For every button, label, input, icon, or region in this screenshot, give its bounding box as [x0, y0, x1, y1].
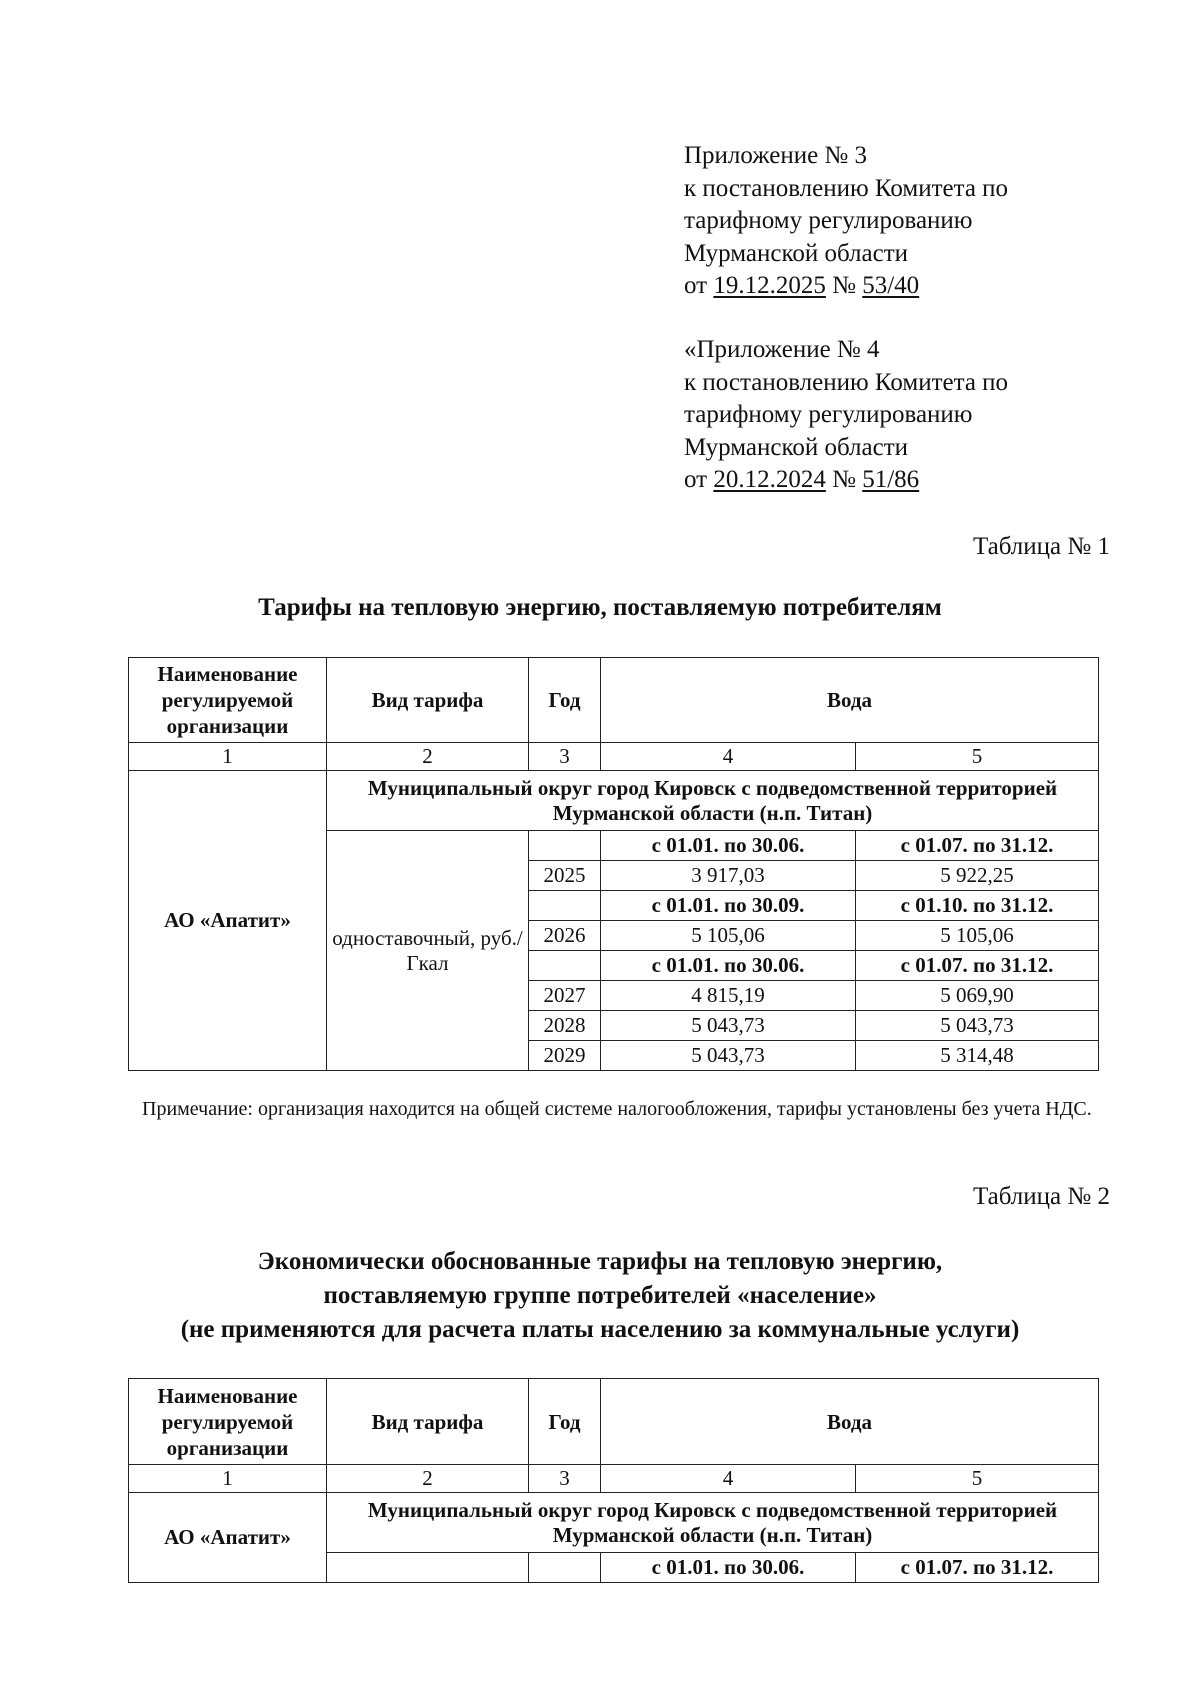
table2-territory: Муниципальный округ город Кировск с подведомственной территорией Мурманской области (н.п. Титан) — [327, 1493, 1099, 1553]
table1-header-tariff-type: Вид тарифа — [327, 658, 529, 743]
table2-colnum-5: 5 — [856, 1465, 1099, 1493]
table1-territory: Муниципальный округ город Кировск с подведомственной территорией Мурманской области (н.п. Титан) — [327, 771, 1099, 831]
appendix-old-number: 51/86 — [862, 466, 920, 493]
appendix-new-block — [684, 140, 1008, 303]
table1-row-col5: 5 105,06 — [856, 921, 1099, 951]
table1-row-year — [529, 891, 601, 921]
table1-colnum-1: 1 — [129, 743, 327, 771]
appendix-old-date-line — [684, 464, 1008, 497]
table2-period-year — [529, 1553, 601, 1583]
table1-row-col4: с 01.01. по 30.06. — [601, 831, 856, 861]
table1-row-col5: 5 043,73 — [856, 1011, 1099, 1041]
table2-colnum-2: 2 — [327, 1465, 529, 1493]
table1-colnum-3: 3 — [529, 743, 601, 771]
table1-row-year: 2026 — [529, 921, 601, 951]
table2-header-org: Наименование регулируемой организации — [129, 1379, 327, 1465]
table1-row-col5: 5 069,90 — [856, 981, 1099, 1011]
table1-row-col4: с 01.01. по 30.09. — [601, 891, 856, 921]
table2-number-label: Таблица № 2 — [972, 1183, 1110, 1210]
appendix-new-from: от — [684, 272, 708, 299]
table2 — [128, 1378, 1099, 1583]
appendix-old-date: 20.12.2024 — [713, 466, 826, 493]
table2-header-year: Год — [529, 1379, 601, 1465]
table1 — [128, 657, 1099, 1071]
table1-row-year: 2025 — [529, 861, 601, 891]
table1-row-col5: с 01.07. по 31.12. — [856, 831, 1099, 861]
appendix-new-date: 19.12.2025 — [713, 272, 826, 299]
appendix-new-line2: к постановлению Комитета по — [684, 174, 1009, 202]
table1-colnum-4: 4 — [601, 743, 856, 771]
table2-colnum-1: 1 — [129, 1465, 327, 1493]
table1-row-year: 2027 — [529, 981, 601, 1011]
table1-header-year: Год — [529, 658, 601, 743]
appendix-old-line2: к постановлению Комитета по — [684, 368, 1009, 396]
table1-row-year — [529, 831, 601, 861]
table1-row-year: 2028 — [529, 1011, 601, 1041]
appendix-old-no-sign: № — [832, 466, 856, 493]
table1-row-col5: 5 922,25 — [856, 861, 1099, 891]
table2-colnum-3: 3 — [529, 1465, 601, 1493]
table1-colnum-5: 5 — [856, 743, 1099, 771]
appendix-old-block — [684, 334, 1008, 497]
table1-tariff-type: одноставочный, руб./Гкал — [327, 831, 529, 1071]
table1-colnum-2: 2 — [327, 743, 529, 771]
table1-number-label: Таблица № 1 — [972, 533, 1110, 560]
table1-row-col5: с 01.10. по 31.12. — [856, 891, 1099, 921]
appendix-new-no-sign: № — [832, 272, 856, 299]
appendix-old-line3: тарифному регулированию — [684, 401, 973, 428]
table2-period-col5: с 01.07. по 31.12. — [856, 1553, 1099, 1583]
table1-title: Тарифы на тепловую энергию, поставляемую потребителям — [258, 594, 942, 621]
table2-colnum-4: 4 — [601, 1465, 856, 1493]
table2-title-line1: Экономически обоснованные тарифы на тепловую энергию, — [257, 1248, 943, 1275]
table1-row-col4: 4 815,19 — [601, 981, 856, 1011]
table1-row-year — [529, 951, 601, 981]
appendix-old-line4: Мурманской области — [684, 433, 909, 461]
table1-row-col4: 5 043,73 — [601, 1011, 856, 1041]
table1-organization: АО «Апатит» — [129, 771, 327, 1071]
table2-header-tariff-type: Вид тарифа — [327, 1379, 529, 1465]
appendix-new-number: 53/40 — [862, 272, 920, 299]
table2-title — [0, 1245, 1200, 1347]
tax-note: Примечание: организация находится на общей системе налогообложения, тарифы установлены без учета НДС. — [142, 1098, 1092, 1120]
table1-row-col4: 5 105,06 — [601, 921, 856, 951]
table1-row-col4: 3 917,03 — [601, 861, 856, 891]
table2-title-line3: (не применяются для расчета платы населению за коммунальные услуги) — [180, 1316, 1020, 1343]
table1-row-col5: с 01.07. по 31.12. — [856, 951, 1099, 981]
table1-row-col5: 5 314,48 — [856, 1041, 1099, 1071]
appendix-new-line1: Приложение № 3 — [684, 142, 868, 169]
appendix-old-line1: «Приложение № 4 — [684, 336, 880, 363]
appendix-new-date-line — [684, 270, 1008, 303]
table2-organization: АО «Апатит» — [129, 1493, 327, 1583]
appendix-old-from: от — [684, 466, 708, 493]
table2-header-water: Вода — [601, 1379, 1099, 1465]
appendix-new-line3: тарифному регулированию — [684, 207, 973, 234]
table1-row-col4: с 01.01. по 30.06. — [601, 951, 856, 981]
table1-header-water: Вода — [601, 658, 1099, 743]
table2-title-line2: поставляемую группе потребителей «население» — [323, 1282, 877, 1309]
table1-row-year: 2029 — [529, 1041, 601, 1071]
table1-header-org: Наименование регулируемой организации — [129, 658, 327, 743]
appendix-new-line4: Мурманской области — [684, 239, 909, 267]
table1-row-col4: 5 043,73 — [601, 1041, 856, 1071]
table2-period-col4: с 01.01. по 30.06. — [601, 1553, 856, 1583]
table2-period-tariff-type — [327, 1553, 529, 1583]
